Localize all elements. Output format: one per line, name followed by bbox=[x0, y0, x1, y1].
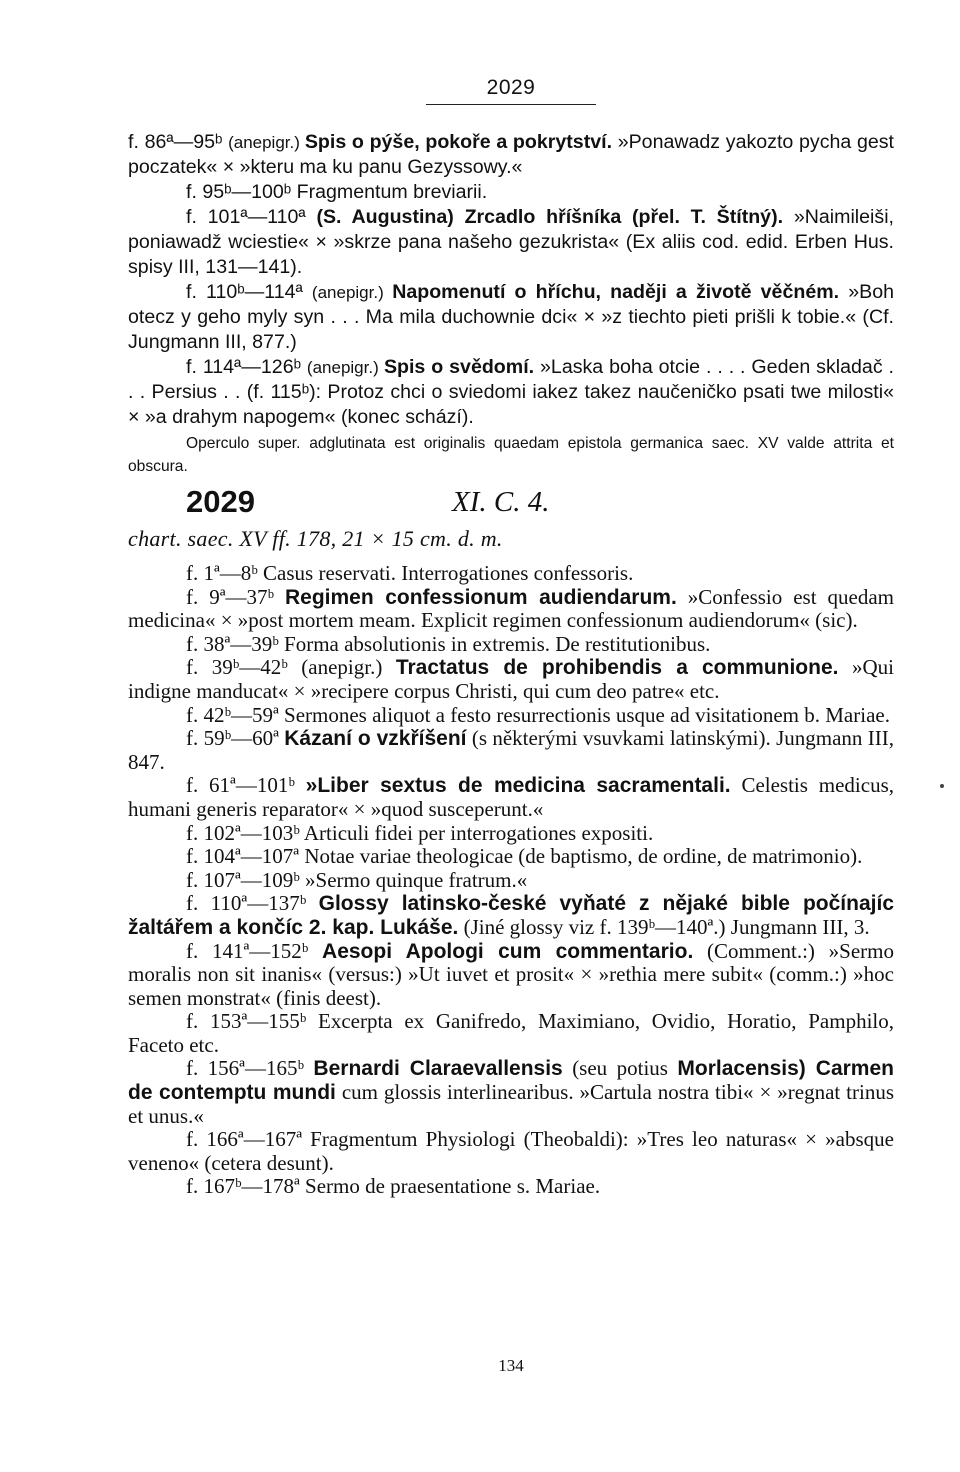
entry bbox=[128, 892, 894, 939]
entry bbox=[128, 774, 894, 821]
binding-note: Operculo super. adglutinata est originalis quaedam epistola germanica saec. XV valde attrita et obscura. bbox=[128, 435, 894, 475]
entry-title: Spis o pýše, pokoře a pokrytství. bbox=[304, 131, 613, 153]
entry-text: »Qui indigne manducat« × »recipere corpus Christi, qui cum deo patre« etc. bbox=[128, 655, 894, 703]
entry-text: f. 167ᵇ—178ª Sermo de praesentatione s. Mariae. bbox=[186, 1174, 601, 1199]
entry-text: cum glossis interlinearibus. »Cartula nostra tibi« × »regnat trinus et unus.« bbox=[128, 1080, 894, 1128]
entry-text: (Jiné glossy viz f. 139ᵇ—140ª.) Jungmann III, 3. bbox=[458, 914, 870, 939]
entry bbox=[128, 822, 894, 846]
entry-label: (anepigr.) bbox=[311, 283, 393, 302]
entry-text: »Naimileiši, poniawadž wciestie« × »skrze pana našeho gezukrista« (Ex aliis cod. edid. Erben Hus. spisy III, 131—141). bbox=[128, 206, 894, 278]
entry-text: »Laska boha otcie . . . . Geden skladač . . . Persius . . (f. 115ᵇ): Protoz chci o sviedomi iakez takez naučeničko psati twe milosti« × »a drahym napogem« (konec schází). bbox=[128, 356, 894, 428]
entry bbox=[128, 1128, 894, 1175]
entry bbox=[128, 205, 894, 280]
entry-title: Spis o svědomí. bbox=[383, 356, 535, 378]
entry-folio: f. 101ª—110ª bbox=[186, 206, 317, 228]
entry-folio: f. 110ᵇ—114ª bbox=[186, 281, 312, 303]
header-rule bbox=[426, 104, 596, 105]
entry-folio: f. 95ᵇ—100ᵇ Fragmentum breviarii. bbox=[186, 181, 488, 203]
entry-folio: f. 86ª—95ᵇ bbox=[128, 131, 229, 153]
entry-text: f. 38ª—39ᵇ Forma absolutionis in extremis. De restitutionibus. bbox=[186, 631, 711, 656]
entry-text: »Boh otecz y geho myly syn . . . Ma mila duchownie dci« × »z tiechto pieti prišli k tobie.« (Cf. Jungmann III, 877.) bbox=[128, 281, 894, 353]
entry-title: Tractatus de prohibendis a communione. bbox=[395, 656, 839, 680]
entry-title: Morlacensis) Carmen de contemptu mundi bbox=[128, 1057, 894, 1105]
entry bbox=[128, 180, 894, 205]
manuscript-signature: XI. C. 4. bbox=[452, 486, 550, 518]
entry-text: (Comment.:) »Sermo moralis non sit inanis« (versus:) »Ut iuvet et prosit« × »rethia mere subit« (comm.:) »hoc semen monstrat« (finis deest). bbox=[128, 938, 894, 1010]
entry-label: (anepigr.) bbox=[306, 358, 384, 377]
entry-text: f. 104ª—107ª Notae variae theologicae (de baptismo, de ordine, de matrimonio). bbox=[186, 844, 863, 869]
manuscript-contents bbox=[128, 562, 894, 1199]
entry-text: f. 1ª—8ᵇ Casus reservati. Interrogationes confessoris. bbox=[186, 561, 634, 585]
entry-label: (anepigr.) bbox=[228, 133, 305, 152]
entry-text: f. 107ª—109ᵇ »Sermo quinque fratrum.« bbox=[186, 867, 528, 892]
entry-title: Napomenutí o hříchu, naději a životě věčném. bbox=[392, 281, 840, 303]
entry-title: Aesopi Apologi cum commentario. bbox=[322, 939, 694, 963]
manuscript-description: chart. saec. XV ff. 178, 21 × 15 cm. d. m. bbox=[128, 526, 503, 551]
entry bbox=[128, 1010, 894, 1057]
entry bbox=[128, 940, 894, 1011]
entry-text: f. 102ª—103ᵇ Articuli fidei per interrogationes expositi. bbox=[186, 820, 654, 845]
entry bbox=[128, 656, 894, 703]
entry bbox=[128, 130, 894, 180]
page bbox=[128, 0, 894, 1472]
previous-manuscript-entries bbox=[128, 130, 894, 478]
entry-folio: f. 61ª—101ᵇ bbox=[186, 773, 306, 798]
entry-folio: f. 114ª—126ᵇ bbox=[186, 356, 307, 378]
entry bbox=[128, 1175, 894, 1199]
entry-text: f. 166ª—167ª Fragmentum Physiologi (Theobaldi): »Tres leo naturas« × »absque veneno« (cetera desunt). bbox=[128, 1127, 894, 1175]
entry-title: Kázaní o vzkříšení bbox=[284, 727, 467, 751]
entry-folio: f. 59ᵇ—60ª bbox=[186, 726, 285, 751]
entry-text: »Confessio est quedam medicina« × »post mortem meam. Explicit regimen confessionum audiendorum« (sic). bbox=[128, 584, 894, 633]
entry-title: (S. Augustina) Zrcadlo hříšníka (přel. T. Štítný). bbox=[316, 206, 784, 228]
entry bbox=[128, 280, 894, 355]
entry bbox=[128, 355, 894, 430]
entry-text: »Ponawadz yakozto pycha gest poczatek« × »kteru ma ku panu Gezyssowy.« bbox=[128, 131, 894, 178]
entry bbox=[128, 562, 894, 586]
entry-title: Bernardi Claraevallensis bbox=[313, 1057, 563, 1081]
running-head: 2029 bbox=[486, 76, 536, 99]
entry-text: (s některými vsuvkami latinskými). Jungmann III, 847. bbox=[128, 726, 894, 774]
entry bbox=[128, 586, 894, 633]
entry bbox=[128, 1057, 894, 1128]
manuscript-heading bbox=[128, 484, 894, 524]
entry-folio: f. 110ª—137ᵇ bbox=[186, 891, 319, 916]
entry bbox=[128, 869, 894, 893]
manuscript-number: 2029 bbox=[186, 484, 255, 519]
entry-text: f. 42ᵇ—59ª Sermones aliquot a festo resurrectionis usque ad visitationem b. Mariae. bbox=[186, 702, 890, 727]
entry-folio: f. 141ª—152ᵇ bbox=[186, 938, 323, 963]
entry bbox=[128, 845, 894, 869]
entry-text: Celestis medicus, humani generis reparator« × »quod susceperunt.« bbox=[128, 773, 894, 821]
entry-folio: f. 156ª—165ᵇ bbox=[186, 1056, 314, 1081]
entry-text: (seu potius bbox=[562, 1056, 678, 1081]
entry-title: »Liber sextus de medicina sacramentali. bbox=[305, 774, 731, 798]
entry-text: f. 153ª—155ᵇ Excerpta ex Ganifredo, Maximiano, Ovidio, Horatio, Pamphilo, Faceto etc. bbox=[128, 1009, 894, 1057]
entry-title: Glossy latinsko-české vyňaté z nějaké bible počínajíc žaltářem a končíc 2. kap. Lukáše. bbox=[128, 892, 894, 939]
entry-folio: f. 39ᵇ—42ᵇ (anepigr.) bbox=[186, 655, 396, 680]
entry-folio: f. 9ª—37ᵇ bbox=[186, 584, 285, 609]
entry bbox=[128, 704, 894, 728]
entry bbox=[128, 633, 894, 657]
page-number: 134 bbox=[498, 1356, 524, 1375]
entry bbox=[128, 727, 894, 774]
entry-title: Regimen confessionum audiendarum. bbox=[284, 585, 677, 609]
margin-mark bbox=[940, 784, 944, 788]
